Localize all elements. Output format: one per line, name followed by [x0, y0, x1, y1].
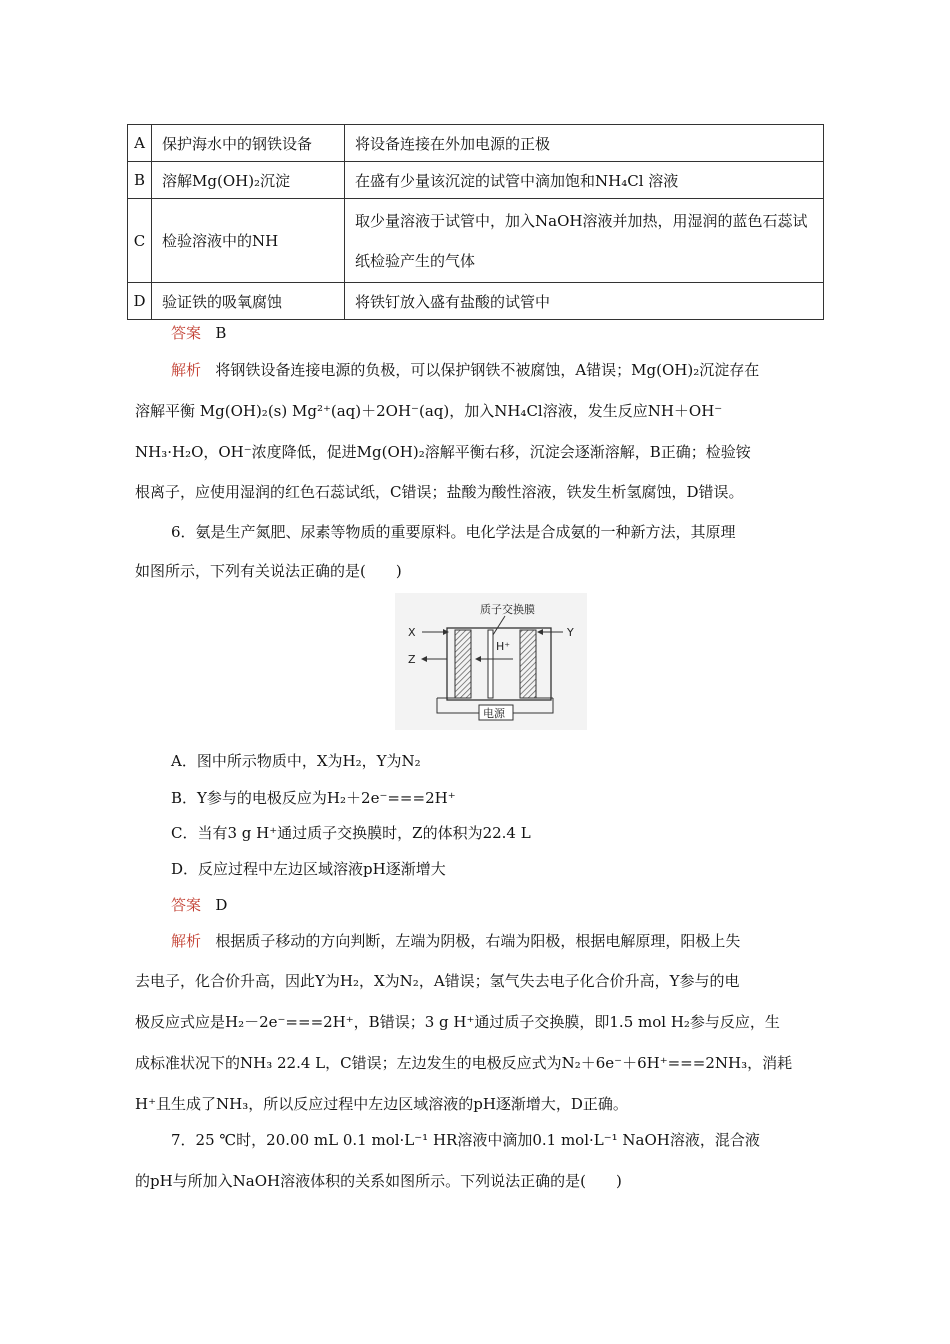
answer-line — [171, 894, 815, 915]
answer-label: 答案 — [171, 896, 202, 914]
right-electrode — [520, 630, 536, 698]
table-row — [128, 162, 824, 199]
electrolysis-cell-diagram — [395, 593, 587, 730]
analysis-text: 极反应式应是H₂－2e⁻===2H⁺，B错误；3 g H⁺通过质子交换膜，即1.5 mol H₂参与反应，生 — [135, 1013, 780, 1031]
y-label: Y — [567, 626, 574, 639]
row-purpose: 检验溶液中的NH — [152, 199, 345, 283]
question-stem: 的pH与所加入NaOH溶液体积的关系如图所示。下列说法正确的是( ) — [135, 1172, 622, 1190]
analysis-text: 成标准状况下的NH₃ 22.4 L，C错误；左边发生的电极反应式为N₂＋6e⁻＋6H⁺===2NH₃，消耗 — [135, 1054, 793, 1072]
analysis-text: 去电子，化合价升高，因此Y为H₂，X为N₂，A错误；氢气失去电子化合价升高，Y参与的电 — [135, 972, 740, 990]
options-table — [127, 124, 824, 320]
analysis-label: 解析 — [171, 932, 202, 950]
left-electrode — [455, 630, 471, 698]
analysis-text: H⁺且生成了NH₃，所以反应过程中左边区域溶液的pH逐渐增大，D正确。 — [135, 1095, 628, 1113]
z-label: Z — [408, 653, 416, 666]
table-row — [128, 283, 824, 320]
analysis-line — [171, 930, 815, 951]
table-row — [128, 125, 824, 162]
answer-line — [171, 322, 815, 343]
proton-exchange-membrane — [488, 630, 493, 698]
analysis-label: 解析 — [171, 361, 202, 379]
analysis-text: 根据质子移动的方向判断，左端为阴极，右端为阳极，根据电解原理，阳极上失 — [215, 932, 741, 950]
x-label: X — [408, 626, 416, 639]
power-label: 电源 — [483, 707, 505, 720]
option-a: A．图中所示物质中，X为H₂，Y为N₂ — [171, 752, 421, 770]
row-letter: C — [128, 199, 152, 283]
question-stem: 6．氨是生产氮肥、尿素等物质的重要原料。电化学法是合成氨的一种新方法，其原理 — [171, 523, 736, 541]
row-purpose: 验证铁的吸氧腐蚀 — [152, 283, 345, 320]
row-operation: 在盛有少量该沉淀的试管中滴加饱和NH₄Cl 溶液 — [345, 162, 824, 199]
answer-label: 答案 — [171, 324, 202, 342]
analysis-text: 溶解平衡 Mg(OH)₂(s) Mg²⁺(aq)＋2OH⁻(aq)，加入NH₄Cl溶液，发生反应NH＋OH⁻ — [135, 402, 723, 420]
row-letter: D — [128, 283, 152, 320]
analysis-text: NH₃·H₂O，OH⁻浓度降低，促进Mg(OH)₂溶解平衡右移，沉淀会逐渐溶解，B正确；检验铵 — [135, 443, 751, 461]
row-operation: 取少量溶液于试管中，加入NaOH溶液并加热，用湿润的蓝色石蕊试纸检验产生的气体 — [345, 199, 824, 283]
row-operation: 将设备连接在外加电源的正极 — [345, 125, 824, 162]
analysis-line — [171, 359, 815, 380]
answer-value: B — [215, 324, 227, 342]
option-c: C．当有3 g H⁺通过质子交换膜时，Z的体积为22.4 L — [171, 824, 531, 842]
proton-label: H⁺ — [496, 640, 511, 653]
question-stem: 如图所示，下列有关说法正确的是( ) — [135, 562, 402, 580]
row-purpose: 溶解Mg(OH)₂沉淀 — [152, 162, 345, 199]
option-b: B．Y参与的电极反应为H₂＋2e⁻===2H⁺ — [171, 789, 456, 807]
analysis-text: 将钢铁设备连接电源的负极，可以保护钢铁不被腐蚀，A错误；Mg(OH)₂沉淀存在 — [215, 361, 760, 379]
row-purpose: 保护海水中的钢铁设备 — [152, 125, 345, 162]
answer-value: D — [215, 896, 228, 914]
row-operation: 将铁钉放入盛有盐酸的试管中 — [345, 283, 824, 320]
row-letter: A — [128, 125, 152, 162]
cell-diagram-svg — [395, 593, 587, 730]
row-letter: B — [128, 162, 152, 199]
membrane-label: 质子交换膜 — [480, 603, 535, 616]
table-row — [128, 199, 824, 283]
analysis-text: 根离子，应使用湿润的红色石蕊试纸，C错误；盐酸为酸性溶液，铁发生析氢腐蚀，D错误。 — [135, 483, 744, 501]
option-d: D．反应过程中左边区域溶液pH逐渐增大 — [171, 860, 446, 878]
question-stem: 7．25 ℃时，20.00 mL 0.1 mol·L⁻¹ HR溶液中滴加0.1 mol·L⁻¹ NaOH溶液，混合液 — [171, 1131, 760, 1149]
